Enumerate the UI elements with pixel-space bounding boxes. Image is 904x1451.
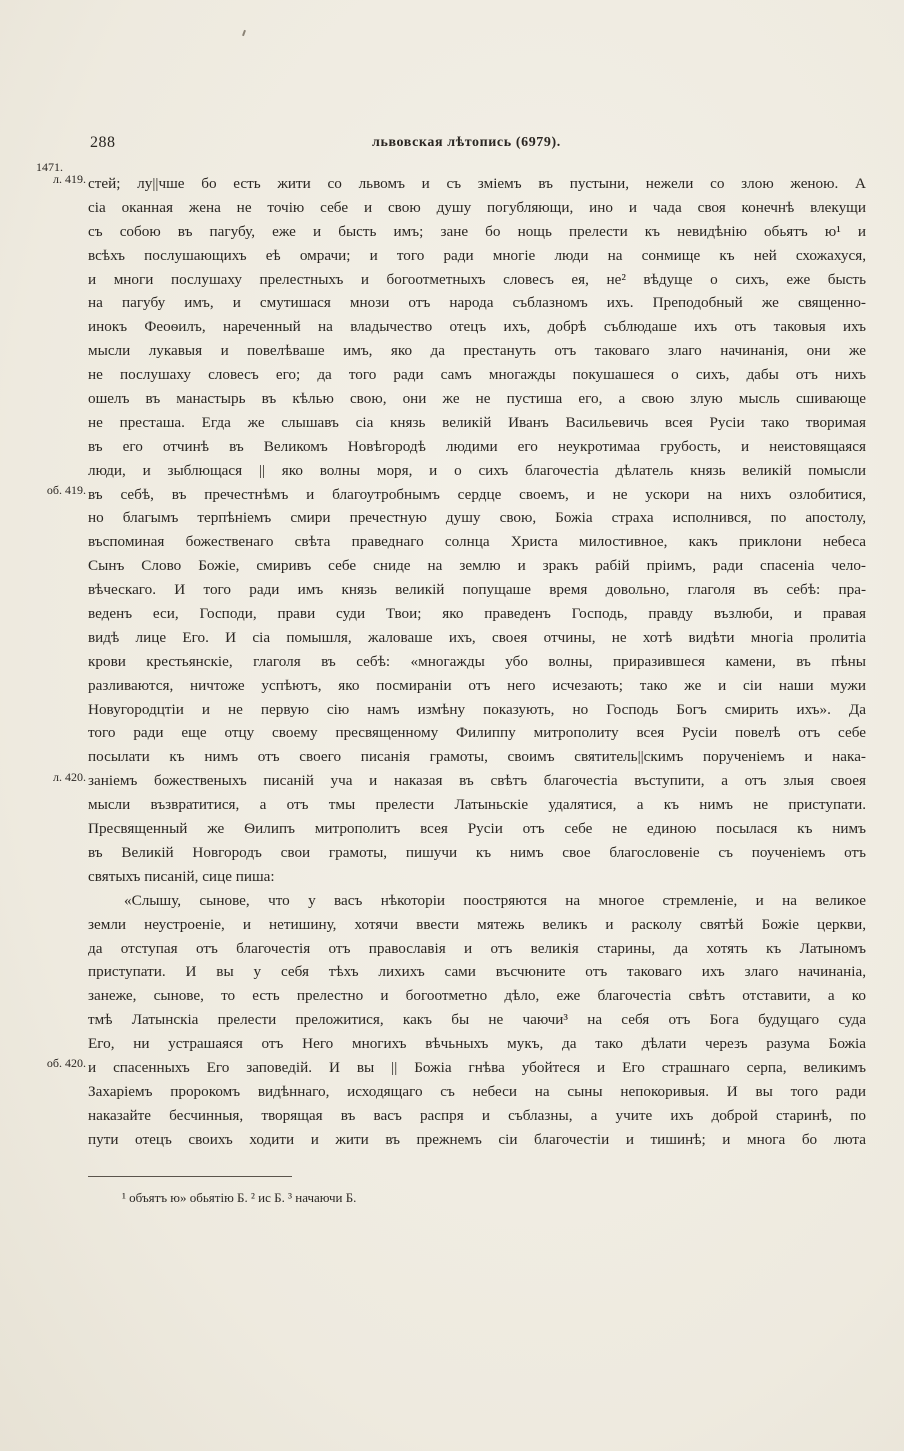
text-line: занеже, сынове, то есть прелестно и богоотметно дѣло, еже благочестiа свѣтъ отставити, а ко [88,987,866,1005]
text-line: Новугородцтiи и не первую сiю намъ измѣну показують, но Господь Богъ смирить ихъ». Да [88,700,866,718]
body-text [88,172,866,1152]
folio-note-2: об. 419. [46,482,86,497]
stray-ink-mark [242,30,246,36]
text-line: да отступая отъ благочестiя отъ православiя и отъ великiя старины, да хотять къ Латыномъ [88,939,866,957]
text-line: наказайте бесчинныя, творящая въ васъ распря и съблазны, а учите ихъ доброй старинѣ, по [88,1106,866,1124]
text-line: того ради еще отцу своему пресвященному Филиппу митрополиту всея Русiи повелѣ отъ себе [88,724,866,742]
text-line: инокъ Феоѳилъ, нареченный на владычество отецъ ихъ, добрѣ съблюдаше ихъ отъ таковыя ихъ [88,318,866,336]
text-line: крови крестьянскiе, глаголя въ себѣ: «многажды убо волны, приразившеся камени, въ пѣны [88,652,866,670]
text-line: мысли лукавыя и повелѣваше имъ, яко да престануть отъ таковаго злаго начинанiя, они же [88,342,866,360]
text-line: пути отецъ своихъ ходити и жити въ прежнемъ сiи благочестiи и тишинѣ; и многа бо люта [88,1130,866,1148]
text-line: и многи послушаху прелестныхъ и богоотметныхъ словесъ ея, не² вѣдуще о сихъ, еже бысть [88,270,866,288]
page-number: 288 [90,134,116,151]
year-margin-note: 1471. [36,160,63,174]
text-line: въ себѣ, въ пречестнѣмъ и благоутробнымъ сердце своемъ, и не ускори на нихъ озлобитися, [88,485,866,503]
text-line: Пресвященный же Ѳилипъ митрополитъ всея Русiи отъ себе не единою посылася къ нимъ [88,820,866,838]
text-line: земли неустроенiе, и нетишину, хотячи ввести мятежь великъ и расколу святѣй Божiе церкви, [88,915,866,933]
text-line: стей; лу||чше бо есть жити со львомъ и съ змiемъ въ пустыни, нежели со злою женою. А [88,175,866,192]
text-line: люди, и зыблющася || яко волны моря, и о сихъ благочестiа дѣлатель князь великiй помысли [88,461,866,479]
text-line: и спасенныхъ Его заповедiй. И вы || Божiа гнѣва убойтеся и Его страшнаго серпа, великимъ [88,1058,866,1076]
text-line: въ Великiй Новгородъ свои грамоты, пишучи къ нимъ свое благословенiе съ поученiемъ отъ [88,843,866,861]
footnote-divider [88,1176,292,1177]
text-line: но благымъ терпѣнiемъ смири пречестную душу свою, Божiа страха исполнився, по апостолу, [88,509,866,527]
text-line: тмѣ Латынскiа прелести преложитися, какъ бы не чаючи³ на себя отъ Бога будущаго суда [88,1011,866,1029]
running-head: львовская лѣтопись (6979). [372,135,561,150]
text-line: въ его отчинѣ въ Великомъ Новѣгородѣ людими его неукротимаа грубость, и неистовящаяся [88,437,866,455]
text-line: приступати. И вы у себя тѣхъ лихихъ сами въсчюните отъ таковаго ихъ злаго начинанiа, [88,963,866,981]
text-line: Его, ни устрашаяся отъ Него многихъ вѣчьныхъ мукъ, да тако дѣлати черезъ разума Божiа [88,1035,866,1053]
folio-note-3: л. 420. [53,769,86,784]
text-line: разливаются, ничтоже успѣютъ, яко посмиранiи отъ него исчезають; тако же и сiи наши мужи [88,676,866,694]
text-line: вѣческаго. И того ради имъ князь великiй попущаше время довольно, глаголя въ себѣ: пра- [88,581,866,599]
text-line: занiемъ божественыхъ писанiй уча и наказая въ свѣтъ благочестiа въступити, а отъ злыя своея [88,772,866,790]
text-line: съ собою въ пагубу, еже и бысть имъ; зане бо нощь прелести къ невидѣнiю обьятъ ю¹ и [88,222,866,240]
text-line: святыхъ писанiй, сице пиша: [88,867,275,885]
text-line: Захарiемъ пророкомъ видѣннаго, исходящаго съ небеси на сыны непокоривыя. И вы того ради [88,1082,866,1100]
text-line: не послушаху словесъ его; да того ради самъ многажды покушашеся о сихъ, дабы отъ нихъ [88,366,866,384]
text-line: ошелъ въ манастырь въ кѣлью свою, они же не пустиша его, а свою злую мысль сшивающе [88,390,866,408]
text-line: всѣхъ послушающихъ еѣ омрачи; и того ради многiе люди на сонмище къ ней схожахуся, [88,246,866,264]
folio-note-4: об. 420. [46,1056,86,1071]
folio-note-1: л. 419. [53,172,86,186]
text-line: видѣ лице Его. И сiа помышля, жаловаше ихъ, своея отчины, не хотѣ видѣти многiа пролитiа [88,628,866,646]
text-line: на пагубу имъ, и смутишася мнози отъ народа съблазномъ ихъ. Преподобный же священно- [88,294,866,312]
text-line: въспоминая божественаго свѣта праведнаго солнца Христа милостивное, какъ приклони небеса [88,533,866,551]
text-line: не престаша. Егда же слышавъ сiа князь великiй Иванъ Васильевичь всея Русiи тако творимая [88,413,866,431]
text-line: посылати къ нимъ отъ своего писанiя грамоты, своимъ святитель||скимъ порученiемъ и нака- [88,748,866,766]
text-line: веденъ еси, Господи, прави суди Твои; яко праведенъ Господь, правду възлюби, и правая [88,605,866,623]
text-line: сiа оканная жена не точiю себе и свою душу погубляющи, ино и чада своя конечнѣ влекущи [88,198,866,216]
text-line: Сынъ Слово Божiе, смиривъ себе сниде на землю и зракъ рабiй прiимъ, ради спасенiа чело- [88,557,866,575]
text-line: мысли възвратитися, а отъ тмы прелести Латыньскiе удалятися, а къ нимъ не приступати. [88,796,866,814]
text-line: «Слышу, сынове, что у васъ нѣкоторiи поостряются на многое стремленiе, и на великое [124,891,866,909]
footnotes: ¹ объятъ ю» обьятiю Б. ² ис Б. ³ начаючи Б. [122,1190,357,1205]
